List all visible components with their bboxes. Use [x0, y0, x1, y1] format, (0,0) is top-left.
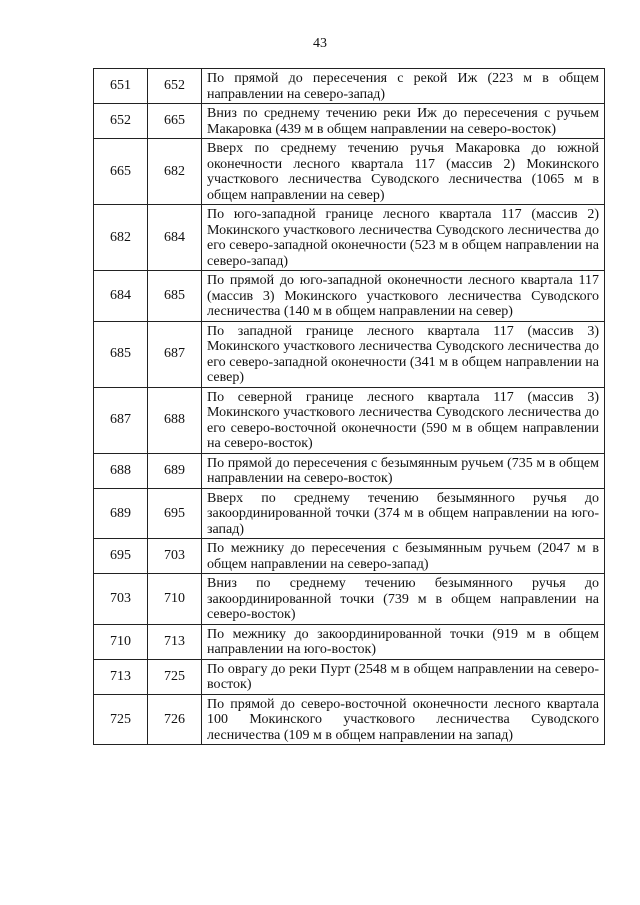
description-cell: Вниз по среднему течению реки Иж до пересечения с ручьем Макаровка (439 м в общем направлении на северо-восток) [202, 104, 605, 139]
description-cell: По прямой до пересечения с безымянным ручьем (735 м в общем направлении на северо-восток) [202, 453, 605, 488]
point-to-cell: 725 [148, 659, 202, 694]
point-to-cell: 687 [148, 321, 202, 387]
table-row [94, 69, 605, 104]
description-cell: По межнику до пересечения с безымянным ручьем (2047 м в общем направлении на северо-запад) [202, 539, 605, 574]
point-from-cell: 725 [94, 694, 148, 745]
description-cell: Вверх по среднему течению ручья Макаровка до южной оконечности лесного квартала 117 (массив 2) Мокинского участкового лесничества Суводского лесничества (1065 м в общем направлении на север) [202, 139, 605, 205]
point-from-cell: 695 [94, 539, 148, 574]
table-row [94, 271, 605, 322]
description-cell: По западной границе лесного квартала 117 (массив 3) Мокинского участкового лесничества Суводского лесничества до его северо-западной оконечности (341 м в общем направлении на север) [202, 321, 605, 387]
point-from-cell: 689 [94, 488, 148, 539]
point-to-cell: 695 [148, 488, 202, 539]
page-number: 43 [313, 36, 327, 51]
point-from-cell: 685 [94, 321, 148, 387]
table-row [94, 139, 605, 205]
description-cell: По прямой до юго-западной оконечности лесного квартала 117 (массив 3) Мокинского участкового лесничества Суводского лесничества (140 м в общем направлении на север) [202, 271, 605, 322]
point-to-cell: 703 [148, 539, 202, 574]
description-cell: По оврагу до реки Пурт (2548 м в общем направлении на северо-восток) [202, 659, 605, 694]
point-from-cell: 651 [94, 69, 148, 104]
description-cell: По межнику до закоординированной точки (919 м в общем направлении на юго-восток) [202, 624, 605, 659]
point-from-cell: 682 [94, 205, 148, 271]
point-from-cell: 710 [94, 624, 148, 659]
point-to-cell: 713 [148, 624, 202, 659]
point-to-cell: 684 [148, 205, 202, 271]
table-row [94, 387, 605, 453]
boundary-table [93, 68, 605, 745]
point-from-cell: 687 [94, 387, 148, 453]
table-row [94, 453, 605, 488]
table-row [94, 205, 605, 271]
point-to-cell: 652 [148, 69, 202, 104]
description-cell: Вниз по среднему течению безымянного ручья до закоординированной точки (739 м в общем направлении на северо-восток) [202, 574, 605, 625]
table-row [94, 539, 605, 574]
description-cell: По юго-западной границе лесного квартала 117 (массив 2) Мокинского участкового лесничества Суводского лесничества до его северо-западной оконечности (523 м в общем направлении на северо-запад) [202, 205, 605, 271]
table-row [94, 104, 605, 139]
point-to-cell: 688 [148, 387, 202, 453]
description-cell: Вверх по среднему течению безымянного ручья до закоординированной точки (374 м в общем направлении на юго-запад) [202, 488, 605, 539]
table-row [94, 624, 605, 659]
point-to-cell: 710 [148, 574, 202, 625]
table-row [94, 321, 605, 387]
description-cell: По прямой до северо-восточной оконечности лесного квартала 100 Мокинского участкового лесничества Суводского лесничества (109 м в общем направлении на запад) [202, 694, 605, 745]
description-cell: По прямой до пересечения с рекой Иж (223 м в общем направлении на северо-запад) [202, 69, 605, 104]
point-from-cell: 713 [94, 659, 148, 694]
point-to-cell: 689 [148, 453, 202, 488]
point-to-cell: 665 [148, 104, 202, 139]
point-from-cell: 652 [94, 104, 148, 139]
description-cell: По северной границе лесного квартала 117 (массив 3) Мокинского участкового лесничества Суводского лесничества до его северо-восточной оконечности (590 м в общем направлении на северо-восток) [202, 387, 605, 453]
point-from-cell: 684 [94, 271, 148, 322]
table-row [94, 694, 605, 745]
table-row [94, 488, 605, 539]
point-from-cell: 703 [94, 574, 148, 625]
point-to-cell: 682 [148, 139, 202, 205]
point-to-cell: 726 [148, 694, 202, 745]
point-to-cell: 685 [148, 271, 202, 322]
table-body [94, 69, 605, 745]
table-row [94, 659, 605, 694]
table-row [94, 574, 605, 625]
point-from-cell: 665 [94, 139, 148, 205]
point-from-cell: 688 [94, 453, 148, 488]
